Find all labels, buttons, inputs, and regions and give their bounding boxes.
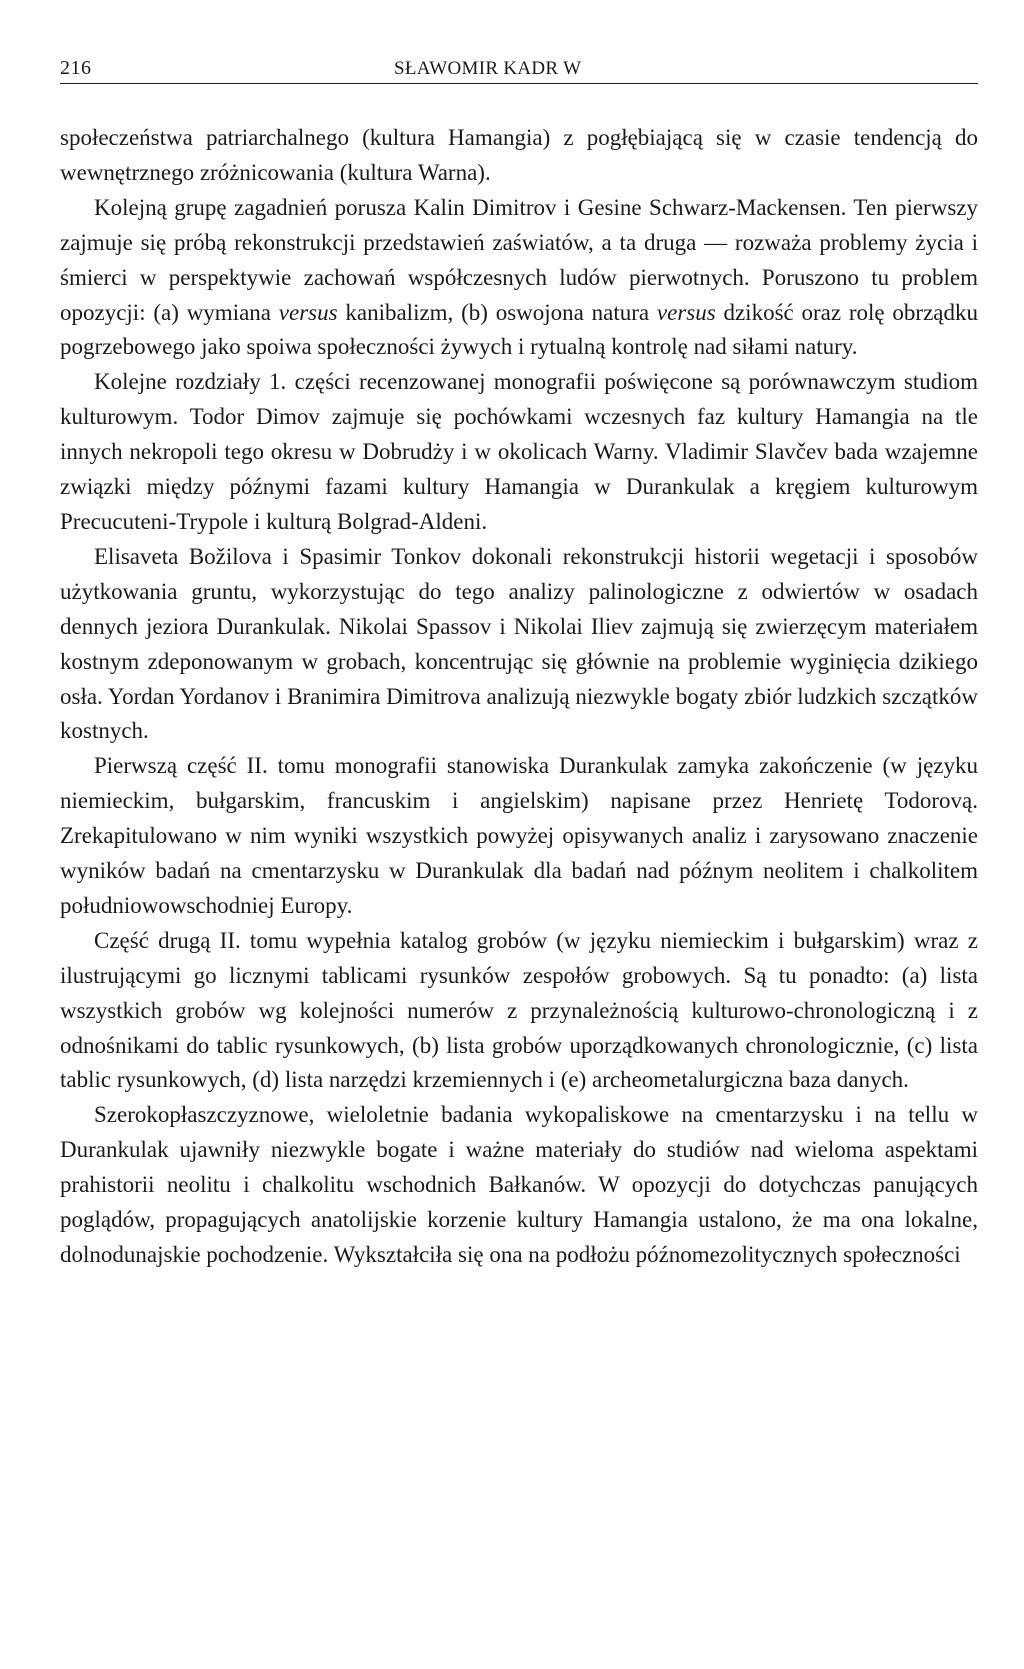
page-number: 216 [60,57,92,79]
text-segment: społeczeństwa patriarchalnego (kultura Hamangia) z pogłębiającą się w czasie tendencją do wewnętrznego zróżnicowania (kultura Warna). [60,125,978,185]
paragraph [60,749,978,924]
paragraph [60,924,978,1099]
text-segment: Pierwszą część II. tomu monografii stanowiska Durankulak zamyka zakończenie (w języku niemieckim, bułgarskim, francuskim i angielskim) napisane przez Henrietę Todorovą. Zrekapitulowano w nim wyniki wszystkich powyżej opisywanych analiz i zarysowano znaczenie wyników badań na cmentarzysku w Durankulak dla badań nad późnym neolitem i chalkolitem południowowschodniej Europy. [60,753,978,918]
running-head-author: SŁAWOMIR KADR W [394,58,582,79]
text-segment: Część drugą II. tomu wypełnia katalog grobów (w języku niemieckim i bułgarskim) wraz z ilustrującymi go licznymi tablicami rysunków zespołów grobowych. Są tu ponadto: (a) lista wszystkich grobów wg kolejności numerów z przynależnością kulturowo-chronologiczną i z odnośnikami do tablic rysunkowych, (b) lista grobów uporządkowanych chronologicznie, (c) lista tablic rysunkowych, (d) lista narzędzi krzemiennych i (e) archeometalurgiczna baza danych. [60,927,978,1093]
paragraph [60,1098,978,1273]
paragraph [60,365,978,540]
text-segment: Szerokopłaszczyznowe, wieloletnie badania wykopaliskowe na cmentarzysku i na tellu w Durankulak ujawniły niezwykle bogate i ważne materiały do studiów nad wieloma aspektami prahistorii neolitu i chalkolitu wschodnich Bałkanów. W opozycji do dotychczas panujących poglądów, propagujących anatolijskie korzenie kultury Hamangia ustalono, że ma ona lokalne, dolnodunajskie pochodzenie. Wykształciła się ona na podłożu późnomezolitycznych społeczności [60,1102,978,1267]
text-segment: dzikość oraz rolę obrządku pogrzebowego jako spoiwa społeczności żywych i rytualną kontrolę nad siłami natury. [60,299,979,360]
text-segment: Kolejną grupę zagadnień porusza Kalin Dimitrov i Gesine Schwarz-Mackensen. Ten pierwszy zajmuje się próbą rekonstrukcji przedstawień zaświatów, a ta druga — rozważa problemy życia i śmierci w perspektywie zachowań współczesnych ludów pierwotnych. Poruszono tu problem opozycji: (a) wymiana [60,194,978,325]
italic-term: versus [656,299,716,325]
text-segment: kanibalizm, (b) oswojona natura [337,299,657,325]
paragraph [60,191,978,366]
paragraph [60,121,978,191]
text-segment: Elisaveta Božilova i Spasimir Tonkov dokonali rekonstrukcji historii wegetacji i sposobów użytkowania gruntu, wykorzystując do tego analizy palinologiczne z odwiertów w osadach dennych jeziora Durankulak. Nikolai Spassov i Nikolai Iliev zajmują się zwierzęcym materiałem kostnym zdeponowanym w grobach, koncentrując się głównie na problemie wyginięcia dzikiego osła. Yordan Yordanov i Branimira Dimitrova analizują niezwykle bogaty zbiór ludzkich szczątków kostnych. [60,543,978,744]
body-text [60,121,978,1273]
running-header [60,56,978,84]
text-segment: Kolejne rozdziały 1. części recenzowanej monografii poświęcone są porównawczym studiom kulturowym. Todor Dimov zajmuje się pochówkami wczesnych faz kultury Hamangia na tle innych nekropoli tego okresu w Dobrudży i w okolicach Warny. Vladimir Slavčev bada wzajemne związki między późnymi fazami kultury Hamangia w Durankulak a kręgiem kulturowym Precucuteni-Trypole i kulturą Bolgrad-Aldeni. [60,369,978,534]
italic-term: versus [278,299,338,325]
paragraph [60,540,978,749]
book-page [60,56,978,1273]
